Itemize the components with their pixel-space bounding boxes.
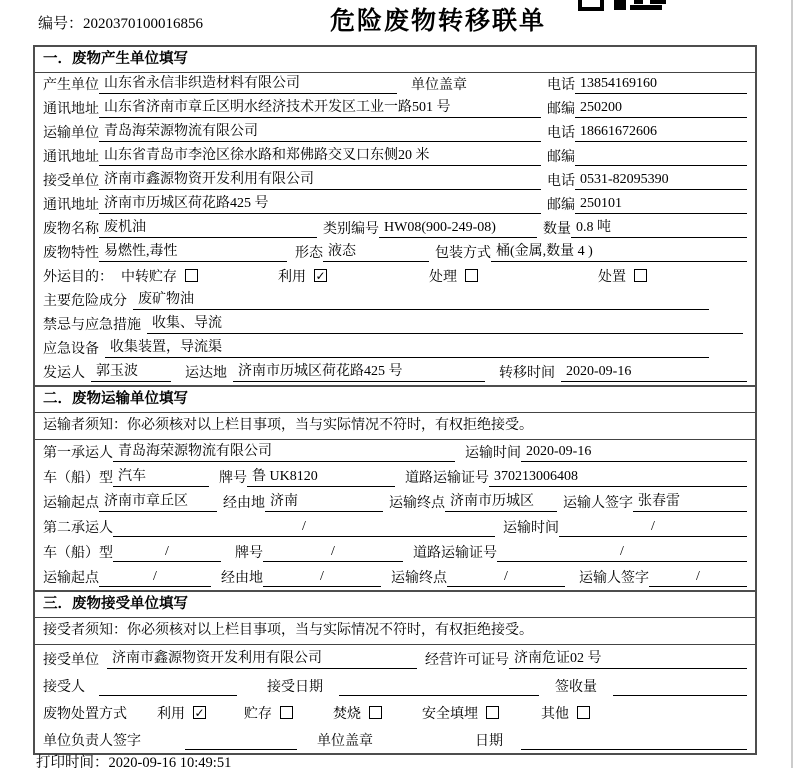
field-value: 济南危证02 号 (509, 647, 747, 669)
field-value: 13854169160 (575, 76, 747, 94)
field-value: 济南市历城区荷花路425 号 (233, 360, 485, 382)
row-receiver-address (35, 193, 755, 217)
field-value: / (447, 569, 565, 587)
checkbox-icon (280, 706, 293, 719)
section-producer (35, 47, 755, 385)
field-label: 运输起点 (43, 496, 99, 511)
row-vehicle2 (35, 540, 755, 565)
field-label: 运输时间 (465, 446, 521, 461)
form-header (0, 0, 796, 45)
field-value: 山东省青岛市李沧区徐水路和郑佛路交叉口东侧20 米 (99, 144, 541, 166)
field-label: 外运目的： (43, 270, 113, 285)
field-label: 转移时间 (499, 366, 555, 381)
field-value: 桶(金属,数量 4 ) (491, 240, 747, 262)
field-label: 废物处置方式 (43, 707, 127, 722)
field-label: 邮编 (547, 102, 575, 117)
print-time-label: 打印时间： (36, 755, 109, 768)
row-taboo-measures (35, 313, 755, 337)
field-value: / (559, 519, 747, 537)
field-label: 通讯地址 (43, 150, 99, 165)
field-value: 2020-09-16 (521, 444, 747, 462)
checkbox-label: 中转贮存 (121, 270, 177, 285)
field-label: 牌号 (219, 471, 247, 486)
field-label: 运输起点 (43, 571, 99, 586)
field-label: 经营许可证号 (425, 653, 509, 668)
row-producer (35, 73, 755, 97)
field-value: 液态 (323, 240, 429, 262)
field-label: 接受单位 (43, 653, 99, 668)
row-carrier2 (35, 515, 755, 540)
field-label: 发运人 (43, 366, 85, 381)
field-label: 运达地 (185, 366, 227, 381)
field-label: 电话 (547, 78, 575, 93)
row-responsible-sign (35, 726, 755, 753)
seal-label: 单位盖章 (317, 734, 373, 749)
row-accept-unit (35, 645, 755, 672)
field-value: 青岛海荣源物流有限公司 (99, 120, 541, 142)
checkbox-option (429, 266, 478, 286)
print-time-value: 2020-09-16 10:49:51 (108, 755, 232, 768)
field-value: 0531-82095390 (575, 172, 747, 190)
field-label: 通讯地址 (43, 102, 99, 117)
checkbox-option (541, 703, 590, 723)
field-value (613, 694, 747, 696)
qr-code-fragment (578, 0, 670, 11)
row-carrier1 (35, 440, 755, 465)
field-value (575, 164, 747, 166)
field-value: 2020-09-16 (561, 364, 747, 382)
field-value: / (113, 544, 221, 562)
field-value: 废矿物油 (133, 288, 709, 310)
field-label: 类别编号 (323, 222, 379, 237)
checkbox-label: 焚烧 (333, 707, 361, 722)
row-waste-character (35, 241, 755, 265)
row-hazard-component (35, 289, 755, 313)
field-label: 邮编 (547, 150, 575, 165)
field-value: / (263, 569, 381, 587)
field-value: 济南 (265, 490, 383, 512)
field-value: 250200 (575, 100, 747, 118)
row-transporter-address (35, 145, 755, 169)
field-value: / (113, 519, 495, 537)
checkbox-label: 处理 (429, 270, 457, 285)
field-label: 通讯地址 (43, 198, 99, 213)
field-value: 废机油 (99, 216, 317, 238)
checkbox-option (157, 703, 206, 723)
form-title: 危险废物转移联单 (330, 7, 547, 35)
field-label: 第一承运人 (43, 446, 113, 461)
row-vehicle1 (35, 465, 755, 490)
field-label: 签收量 (555, 680, 597, 695)
checkbox-label: 安全填埋 (422, 707, 478, 722)
field-value: 郭玉波 (91, 360, 171, 382)
field-label: 运输人签字 (563, 496, 633, 511)
field-label: 接受单位 (43, 174, 99, 189)
checkbox-icon (486, 706, 499, 719)
field-label: 车（船）型 (43, 546, 113, 561)
field-label: 运输终点 (389, 496, 445, 511)
field-label: 经由地 (221, 571, 263, 586)
field-label: 数量 (543, 222, 571, 237)
checkbox-label: 利用 (278, 270, 306, 285)
field-label: 形态 (295, 246, 323, 261)
form-table (33, 45, 757, 755)
field-value: 收集、导流 (147, 312, 743, 334)
field-value (185, 748, 297, 750)
transport-notice: 运输者须知：你必须核对以上栏目事项，当与实际情况不符时，有权拒绝接受。 (35, 413, 755, 440)
checkbox-option (598, 266, 647, 286)
field-value (521, 748, 747, 750)
row-receiver (35, 169, 755, 193)
field-value (99, 694, 237, 696)
checkbox-icon (577, 706, 590, 719)
field-label: 运输终点 (391, 571, 447, 586)
checkbox-label: 处置 (598, 270, 626, 285)
checkbox-option (244, 703, 293, 723)
field-label: 道路运输证号 (413, 546, 497, 561)
field-label: 经由地 (223, 496, 265, 511)
field-label: 废物特性 (43, 246, 99, 261)
row-route1 (35, 490, 755, 515)
field-value: / (649, 569, 747, 587)
field-value: 250101 (575, 196, 747, 214)
row-emergency-equipment (35, 337, 755, 361)
field-label: 单位负责人签字 (43, 734, 141, 749)
field-value: / (497, 544, 747, 562)
field-value: 汽车 (113, 465, 209, 487)
field-label: 电话 (547, 126, 575, 141)
row-transporter (35, 121, 755, 145)
field-value: 18661672606 (575, 124, 747, 142)
field-label: 主要危险成分 (43, 294, 127, 309)
checkbox-option (422, 703, 499, 723)
section2-title: 二．废物运输单位填写 (35, 387, 755, 413)
field-label: 废物名称 (43, 222, 99, 237)
field-value: 山东省济南市章丘区明水经济技术开发区工业一路501 号 (99, 96, 541, 118)
field-label: 应急设备 (43, 342, 99, 357)
field-label: 接受人 (43, 680, 85, 695)
field-label: 运输时间 (503, 521, 559, 536)
checkbox-icon (465, 269, 478, 282)
checkbox-label: 其他 (541, 707, 569, 722)
field-label: 运输单位 (43, 126, 99, 141)
field-label: 邮编 (547, 198, 575, 213)
field-label: 牌号 (235, 546, 263, 561)
field-value: 山东省永信非织造材料有限公司 (99, 72, 397, 94)
field-value (339, 694, 539, 696)
row-producer-address (35, 97, 755, 121)
field-value: 青岛海荣源物流有限公司 (113, 440, 455, 462)
field-value: 鲁 UK8120 (247, 465, 395, 487)
serial-value: 2020370100016856 (83, 16, 204, 32)
receiver-notice: 接受者须知：你必须核对以上栏目事项，当与实际情况不符时，有权拒绝接受。 (35, 618, 755, 645)
field-value: 0.8 吨 (571, 216, 747, 238)
checkbox-label: 贮存 (244, 707, 272, 722)
field-value: 370213006408 (489, 469, 747, 487)
serial-number (38, 12, 203, 33)
field-value: 济南市鑫源物资开发利用有限公司 (107, 647, 417, 669)
section3-title: 三．废物接受单位填写 (35, 592, 755, 618)
field-value: 张春雷 (633, 490, 747, 512)
section1-title: 一．废物产生单位填写 (35, 47, 755, 73)
seal-label: 单位盖章 (411, 78, 467, 93)
checkbox-icon: ✓ (194, 706, 205, 720)
field-value: 济南市鑫源物资开发利用有限公司 (99, 168, 541, 190)
field-label: 第二承运人 (43, 521, 113, 536)
field-label: 日期 (475, 734, 503, 749)
field-value: 济南市历城区荷花路425 号 (99, 192, 541, 214)
field-value: / (99, 569, 211, 587)
checkbox-option (278, 266, 327, 286)
checkbox-option (121, 266, 198, 286)
checkbox-label: 利用 (157, 707, 185, 722)
field-label: 车（船）型 (43, 471, 113, 486)
section-receiver (35, 590, 755, 753)
field-label: 道路运输证号 (405, 471, 489, 486)
checkbox-icon (634, 269, 647, 282)
checkbox-icon: ✓ (315, 269, 326, 283)
row-waste-name (35, 217, 755, 241)
row-route2 (35, 565, 755, 590)
field-label: 禁忌与应急措施 (43, 318, 141, 333)
row-transfer-purpose (35, 265, 755, 289)
field-label: 电话 (547, 174, 575, 189)
field-value: 济南市历城区 (445, 490, 557, 512)
field-value: 易燃性,毒性 (99, 240, 287, 262)
serial-label: 编号： (38, 16, 84, 32)
print-time (36, 751, 231, 768)
section-transport (35, 385, 755, 590)
field-value: / (263, 544, 403, 562)
page-edge-divider (791, 0, 793, 768)
field-label: 接受日期 (267, 680, 323, 695)
checkbox-option (333, 703, 382, 723)
row-acceptor (35, 672, 755, 699)
row-disposal-method (35, 699, 755, 726)
field-label: 运输人签字 (579, 571, 649, 586)
field-value: 济南市章丘区 (99, 490, 217, 512)
checkbox-icon (185, 269, 198, 282)
checkbox-icon (369, 706, 382, 719)
field-value: HW08(900-249-08) (379, 220, 537, 238)
field-label: 包装方式 (435, 246, 491, 261)
field-value: 收集装置，导流渠 (105, 336, 709, 358)
field-label: 产生单位 (43, 78, 99, 93)
row-shipper (35, 361, 755, 385)
